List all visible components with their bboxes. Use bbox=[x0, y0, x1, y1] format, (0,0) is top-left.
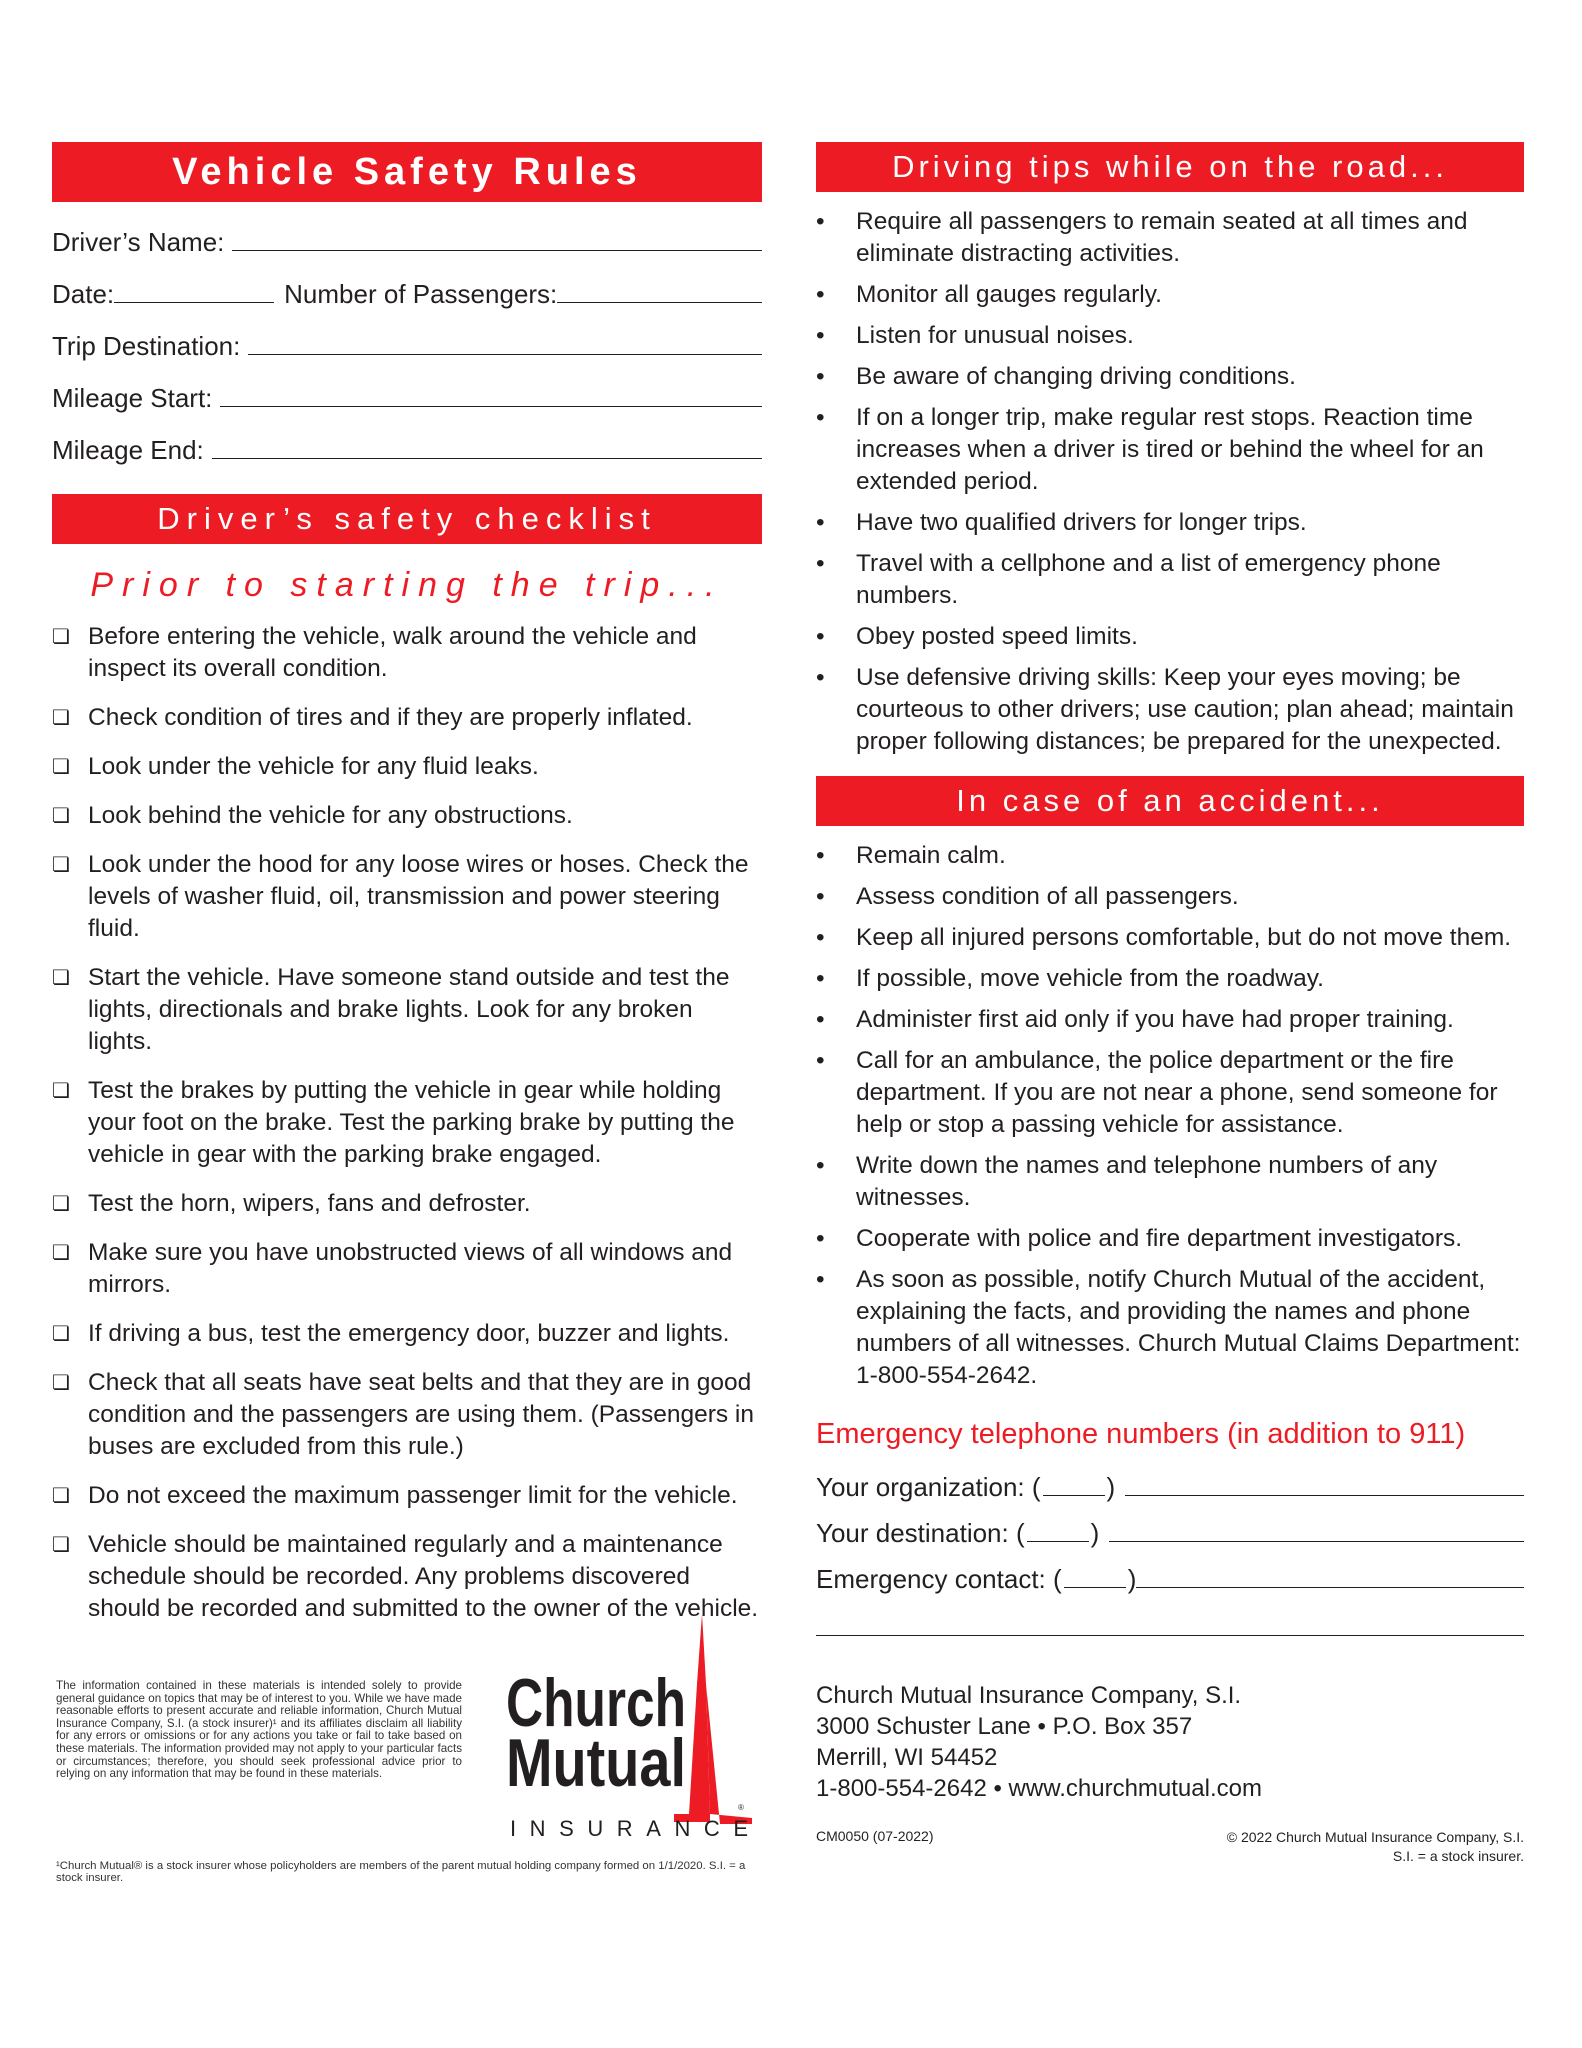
logo-registered: ® bbox=[738, 1803, 744, 1812]
bullet-icon: • bbox=[816, 322, 825, 349]
tip-item bbox=[816, 507, 1524, 539]
emergency-numbers-heading: Emergency telephone numbers (in addition to 911) bbox=[816, 1418, 1466, 1450]
trip-destination-row bbox=[52, 310, 762, 362]
checklist-banner: Driver’s safety checklist bbox=[52, 494, 762, 544]
checkbox-icon[interactable]: ❏ bbox=[52, 967, 70, 989]
checklist-item bbox=[52, 1318, 762, 1350]
checklist-item-text: Check condition of tires and if they are properly inflated. bbox=[88, 704, 693, 731]
accident-item bbox=[816, 840, 1524, 872]
accident-banner: In case of an accident... bbox=[816, 776, 1524, 826]
bullet-icon: • bbox=[816, 842, 825, 869]
church-mutual-logo bbox=[506, 1614, 758, 1838]
bullet-icon: • bbox=[816, 363, 825, 390]
checkbox-icon[interactable]: ❏ bbox=[52, 1193, 70, 1215]
tip-item bbox=[816, 361, 1524, 393]
bullet-icon: • bbox=[816, 281, 825, 308]
accident-list bbox=[816, 840, 1524, 1392]
checklist-item-text: Look under the vehicle for any fluid leaks. bbox=[88, 753, 539, 780]
accident-item bbox=[816, 1004, 1524, 1036]
checklist-item-text: Look under the hood for any loose wires or hoses. Check the levels of washer fluid, oil, transmission and power steering fluid. bbox=[88, 851, 749, 942]
mileage-start-label: Mileage Start: bbox=[52, 383, 213, 413]
bullet-icon: • bbox=[816, 623, 825, 650]
drivers-name-row bbox=[52, 206, 762, 258]
copyright-block bbox=[1227, 1828, 1524, 1866]
checklist-item-text: Check that all seats have seat belts and that they are in good condition and the passengers are using them. (Passengers in buses are excluded from this rule.) bbox=[88, 1369, 754, 1460]
checklist-item bbox=[52, 849, 762, 945]
emergency-contact-field[interactable] bbox=[1136, 1586, 1524, 1588]
bullet-icon: • bbox=[816, 924, 825, 951]
drivers-name-field[interactable] bbox=[232, 249, 762, 251]
checkbox-icon[interactable]: ❏ bbox=[52, 1372, 70, 1394]
checkbox-icon[interactable]: ❏ bbox=[52, 805, 70, 827]
bullet-icon: • bbox=[816, 1047, 825, 1074]
mileage-start-field[interactable] bbox=[220, 405, 762, 407]
bullet-icon: • bbox=[816, 1266, 825, 1293]
accident-item-text: Keep all injured persons comfortable, but do not move them. bbox=[856, 924, 1512, 951]
bullet-icon: • bbox=[816, 208, 825, 235]
checklist-item-text: Do not exceed the maximum passenger limit for the vehicle. bbox=[88, 1482, 738, 1509]
accident-item-text: Assess condition of all passengers. bbox=[856, 883, 1239, 910]
checkbox-icon[interactable]: ❏ bbox=[52, 756, 70, 778]
accident-item-text: If possible, move vehicle from the roadway. bbox=[856, 965, 1324, 992]
copyright: © 2022 Church Mutual Insurance Company, S.I. bbox=[1226, 1829, 1524, 1845]
mileage-end-row bbox=[52, 414, 762, 466]
accident-item bbox=[816, 922, 1524, 954]
checkbox-icon[interactable]: ❏ bbox=[52, 854, 70, 876]
emergency-contact-area-code[interactable]: ( ) bbox=[1053, 1564, 1137, 1594]
checklist-item bbox=[52, 621, 762, 685]
tip-item bbox=[816, 662, 1524, 758]
checklist-item bbox=[52, 962, 762, 1058]
bullet-icon: • bbox=[816, 550, 825, 577]
checkbox-icon[interactable]: ❏ bbox=[52, 626, 70, 648]
tip-item-text: If on a longer trip, make regular rest stops. Reaction time increases when a driver is tired or behind the wheel for an extended period. bbox=[856, 404, 1484, 495]
accident-item bbox=[816, 881, 1524, 913]
date-row bbox=[52, 258, 762, 310]
drivers-name-label: Driver’s Name: bbox=[52, 227, 225, 257]
checklist-item-text: Start the vehicle. Have someone stand outside and test the lights, directionals and brake lights. Look for any broken lights. bbox=[88, 964, 730, 1055]
bullet-icon: • bbox=[816, 509, 825, 536]
checkbox-icon[interactable]: ❏ bbox=[52, 1485, 70, 1507]
logo-insurance: INSURANCE bbox=[510, 1816, 748, 1838]
checklist-item bbox=[52, 1480, 762, 1512]
passengers-label: Number of Passengers: bbox=[284, 279, 558, 309]
tip-item-text: Use defensive driving skills: Keep your eyes moving; be courteous to other drivers; use caution; plan ahead; maintain proper following distances; be prepared for the unexpected. bbox=[856, 664, 1514, 755]
tip-item bbox=[816, 548, 1524, 612]
bullet-icon: • bbox=[816, 965, 825, 992]
tip-item-text: Obey posted speed limits. bbox=[856, 623, 1138, 650]
checklist-item-text: Test the horn, wipers, fans and defroster. bbox=[88, 1190, 531, 1217]
checklist-item bbox=[52, 800, 762, 832]
disclaimer: The information contained in these materials is intended solely to provide general guidance on topics that may be of interest to you. While we have made reasonable efforts to present accurate and reliable information, Church Mutual Insurance Company, S.I. (a stock insurer)¹ and its affiliates disclaim all liability for any errors or omissions or for any actions you take or fail to take based on these materials. The information provided may not apply to your particular facts or circumstances; therefore, you should seek professional advice prior to relying on any information that may be found in these materials. bbox=[56, 1679, 462, 1781]
bullet-icon: • bbox=[816, 1006, 825, 1033]
organization-area-code[interactable]: ( ) bbox=[1031, 1472, 1116, 1502]
accident-item bbox=[816, 1223, 1524, 1255]
accident-item-text: Write down the names and telephone numbers of any witnesses. bbox=[856, 1152, 1438, 1211]
logo-mutual: Mutual bbox=[506, 1725, 686, 1801]
checklist-item bbox=[52, 1075, 762, 1171]
tip-item-text: Have two qualified drivers for longer trips. bbox=[856, 509, 1307, 536]
tip-item bbox=[816, 279, 1524, 311]
tip-item-text: Monitor all gauges regularly. bbox=[856, 281, 1162, 308]
tips-list bbox=[816, 206, 1524, 758]
accident-item-text: As soon as possible, notify Church Mutual of the accident, explaining the facts, and providing the names and phone numbers of all witnesses. Church Mutual Claims Department: 1-800-554-2642. bbox=[856, 1266, 1521, 1389]
destination-area-code[interactable]: ( ) bbox=[1015, 1518, 1100, 1548]
tip-item bbox=[816, 206, 1524, 270]
mileage-end-label: Mileage End: bbox=[52, 435, 204, 465]
trip-destination-field[interactable] bbox=[248, 353, 762, 355]
emergency-contact-row bbox=[816, 1549, 1524, 1595]
checklist-item bbox=[52, 1188, 762, 1220]
checklist-item-text: Vehicle should be maintained regularly and a maintenance schedule should be recorded. Any problems discovered should be recorded and submitted to the owner of the vehicle. bbox=[88, 1531, 759, 1622]
mileage-end-field[interactable] bbox=[212, 457, 762, 459]
checklist-item bbox=[52, 1237, 762, 1301]
logo-church: Church bbox=[506, 1665, 686, 1741]
date-label: Date: bbox=[52, 279, 115, 309]
checklist-item-text: Make sure you have unobstructed views of all windows and mirrors. bbox=[88, 1239, 733, 1298]
destination-field[interactable] bbox=[1109, 1540, 1524, 1542]
checklist-item bbox=[52, 751, 762, 783]
tip-item bbox=[816, 320, 1524, 352]
checkbox-icon[interactable]: ❏ bbox=[52, 707, 70, 729]
tip-item bbox=[816, 402, 1524, 498]
accident-item bbox=[816, 963, 1524, 995]
title-banner: Vehicle Safety Rules bbox=[52, 142, 762, 202]
destination-label: Your destination: bbox=[816, 1518, 1009, 1548]
trip-form bbox=[52, 206, 762, 466]
extra-blank-line[interactable] bbox=[816, 1595, 1524, 1636]
tip-item-text: Listen for unusual noises. bbox=[856, 322, 1134, 349]
bullet-icon: • bbox=[816, 1152, 825, 1179]
company-name: Church Mutual Insurance Company, S.I. bbox=[816, 1682, 1242, 1709]
tip-item bbox=[816, 621, 1524, 653]
organization-label: Your organization: bbox=[816, 1472, 1025, 1502]
checkbox-icon[interactable]: ❏ bbox=[52, 1323, 70, 1345]
footnote: ¹Church Mutual® is a stock insurer whose policyholders are members of the parent mutual holding company formed on 1/1/2020. S.I. = a stock insurer. bbox=[56, 1860, 746, 1885]
company-address bbox=[816, 1680, 1524, 1804]
date-field[interactable] bbox=[114, 301, 274, 303]
destination-row bbox=[816, 1503, 1524, 1549]
checklist-item-text: Look behind the vehicle for any obstructions. bbox=[88, 802, 573, 829]
footer-meta bbox=[816, 1828, 1524, 1866]
checklist-item bbox=[52, 1529, 762, 1625]
bullet-icon: • bbox=[816, 1225, 825, 1252]
checklist-item-text: Before entering the vehicle, walk around the vehicle and inspect its overall condition. bbox=[88, 623, 697, 682]
checklist-item-text: If driving a bus, test the emergency door, buzzer and lights. bbox=[88, 1320, 730, 1347]
accident-item-text: Cooperate with police and fire department investigators. bbox=[856, 1225, 1463, 1252]
accident-item bbox=[816, 1045, 1524, 1141]
accident-item bbox=[816, 1150, 1524, 1214]
checklist bbox=[52, 621, 762, 1625]
prior-to-trip-heading: Prior to starting the trip... bbox=[90, 566, 724, 604]
emergency-contact-label: Emergency contact: bbox=[816, 1564, 1046, 1594]
stock-insurer-note: S.I. = a stock insurer. bbox=[1392, 1848, 1524, 1864]
organization-row bbox=[816, 1457, 1524, 1503]
bullet-icon: • bbox=[816, 404, 825, 431]
accident-item-text: Remain calm. bbox=[856, 842, 1006, 869]
passengers-field[interactable] bbox=[557, 301, 762, 303]
bullet-icon: • bbox=[816, 883, 825, 910]
checklist-item bbox=[52, 1367, 762, 1463]
trip-destination-label: Trip Destination: bbox=[52, 331, 241, 361]
right-column bbox=[816, 142, 1524, 1866]
street-address: 3000 Schuster Lane • P.O. Box 357 bbox=[816, 1713, 1193, 1740]
organization-field[interactable] bbox=[1125, 1494, 1524, 1496]
checkbox-icon[interactable]: ❏ bbox=[52, 1534, 70, 1556]
city-state-zip: Merrill, WI 54452 bbox=[816, 1744, 998, 1771]
phone-website: 1-800-554-2642 • www.churchmutual.com bbox=[816, 1775, 1262, 1802]
checkbox-icon[interactable]: ❏ bbox=[52, 1080, 70, 1102]
accident-item bbox=[816, 1264, 1524, 1392]
mileage-start-row bbox=[52, 362, 762, 414]
checkbox-icon[interactable]: ❏ bbox=[52, 1242, 70, 1264]
accident-item-text: Call for an ambulance, the police department or the fire department. If you are not near a phone, send someone for help or stop a passing vehicle for assistance. bbox=[856, 1047, 1498, 1138]
bullet-icon: • bbox=[816, 664, 825, 691]
accident-item-text: Administer first aid only if you have had proper training. bbox=[856, 1006, 1454, 1033]
tip-item-text: Require all passengers to remain seated at all times and eliminate distracting activities. bbox=[856, 208, 1468, 267]
tip-item-text: Be aware of changing driving conditions. bbox=[856, 363, 1296, 390]
tip-item-text: Travel with a cellphone and a list of emergency phone numbers. bbox=[856, 550, 1441, 609]
checklist-item bbox=[52, 702, 762, 734]
tips-banner: Driving tips while on the road... bbox=[816, 142, 1524, 192]
checklist-item-text: Test the brakes by putting the vehicle in gear while holding your foot on the brake. Test the parking brake by putting the vehicle in gear with the parking brake engaged. bbox=[88, 1077, 735, 1168]
form-code: CM0050 (07-2022) bbox=[816, 1828, 934, 1844]
left-column bbox=[52, 142, 762, 1642]
